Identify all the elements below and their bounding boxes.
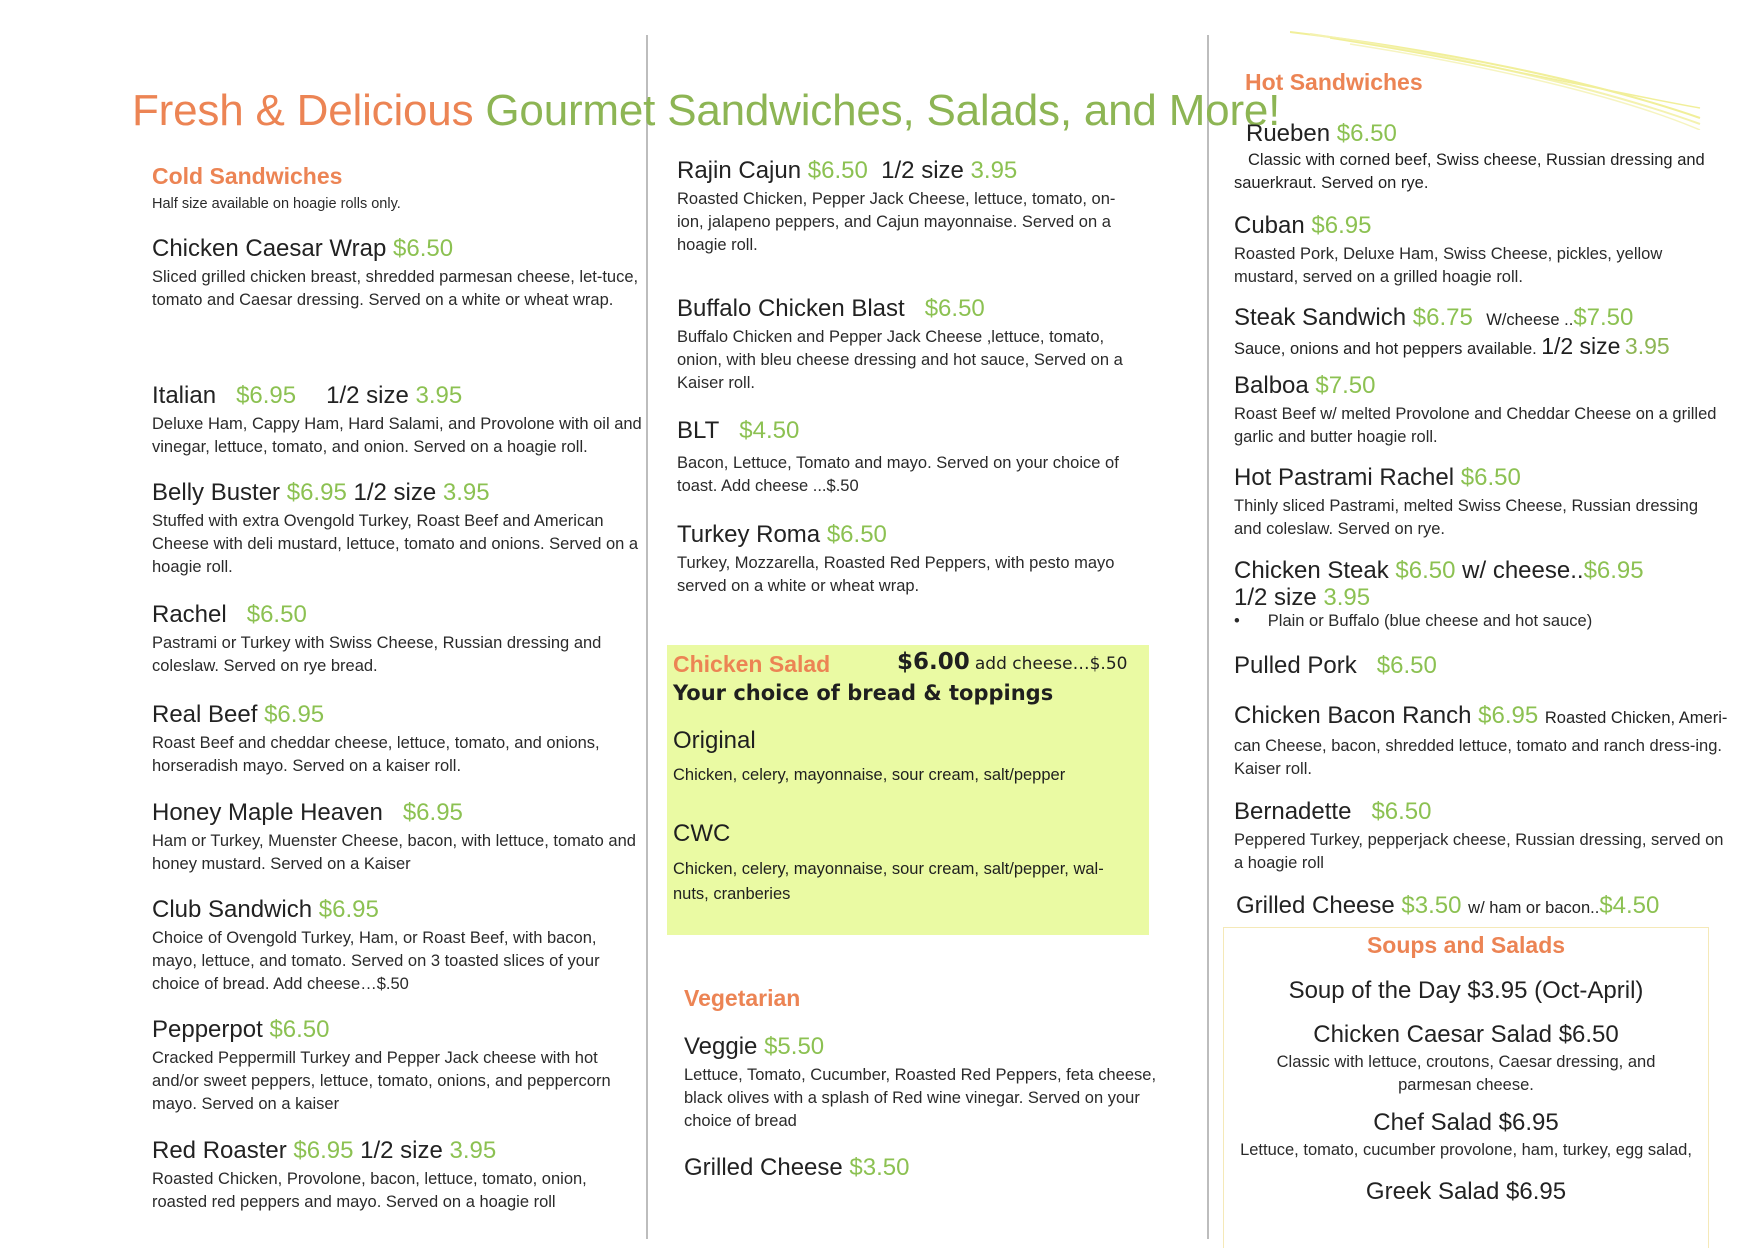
extra-option-price: $4.50 (1599, 892, 1660, 919)
menu-item (677, 520, 1137, 598)
half-size-label: 1/2 size (353, 479, 437, 506)
item-price: $6.50 (1460, 464, 1521, 491)
menu-item (684, 1153, 1174, 1183)
item-name: Italian (152, 382, 217, 409)
bullet-icon: • (1234, 612, 1240, 630)
item-name: Club Sandwich (152, 896, 313, 923)
item-price: $7.50 (1315, 372, 1376, 399)
item-price: $6.95 (264, 701, 325, 728)
item-description: Roasted Chicken, Pepper Jack Cheese, lettuce, tomato, on-ion, jalapeno peppers, and Cajun mayonnaise. Served on a hoagie roll. (677, 190, 1116, 254)
item-price: $6.95 (1311, 212, 1372, 239)
menu-item (152, 381, 642, 459)
item-name: Cuban (1234, 212, 1305, 239)
item-price: $4.50 (739, 417, 800, 444)
salad-option-description: Chicken, celery, mayonnaise, sour cream, salt/pepper (673, 766, 1066, 784)
menu-item (1234, 797, 1729, 875)
headline-part-2: Gourmet Sandwiches, Salads, and More! (485, 86, 1281, 135)
item-price: $6.50 (246, 601, 307, 628)
salad-option-name: CWC (673, 820, 731, 847)
chef-salad-description: Lettuce, tomato, cucumber provolone, ham, turkey, egg salad, (1240, 1141, 1692, 1159)
item-price: $6.50 (269, 1016, 330, 1043)
menu-item (1234, 463, 1729, 541)
salad-option-description: Chicken, celery, mayonnaise, sour cream, salt/pepper, wal-nuts, cranberies (673, 860, 1104, 903)
item-description: Sauce, onions and hot peppers available. (1234, 340, 1537, 358)
item-name: Balboa (1234, 372, 1309, 399)
menu-item (152, 234, 642, 312)
item-price: $6.75 (1412, 304, 1473, 331)
chicken-caesar-salad: Chicken Caesar Salad $6.50 (1313, 1021, 1619, 1048)
half-size-label: 1/2 size (1234, 584, 1317, 611)
soup-of-the-day: Soup of the Day $3.95 (Oct-April) (1288, 977, 1644, 1004)
menu-item (1234, 556, 1729, 631)
half-size-price: 3.95 (442, 479, 490, 506)
half-size-label: 1/2 size (360, 1137, 443, 1164)
menu-item (152, 478, 642, 579)
headline-part-1: Fresh & Delicious (132, 86, 486, 135)
soups-title: Soups and Salads (1366, 932, 1566, 958)
vegetarian-title: Vegetarian (684, 985, 801, 1011)
item-price: $6.50 (1371, 798, 1432, 825)
item-name: Rueben (1246, 120, 1331, 147)
salad-option-name: Original (673, 727, 756, 754)
menu-item (1236, 891, 1731, 923)
chicken-caesar-description: Classic with lettuce, croutons, Caesar dressing, and parmesan cheese. (1276, 1053, 1656, 1094)
item-price: $3.50 (849, 1154, 910, 1181)
item-name: Real Beef (152, 701, 258, 728)
item-price: $6.95 (236, 382, 297, 409)
item-name: Red Roaster (152, 1137, 287, 1164)
item-description: Pastrami or Turkey with Swiss Cheese, Russian dressing and coleslaw. Served on rye bread. (152, 634, 602, 675)
item-description: Plain or Buffalo (blue cheese and hot sauce) (1267, 612, 1593, 630)
item-description: Lettuce, Tomato, Cucumber, Roasted Red Peppers, feta cheese, black olives with a splash of Red wine vinegar. Served on your choice of bread (684, 1066, 1157, 1130)
greek-salad: Greek Salad $6.95 (1365, 1178, 1567, 1205)
menu-item (152, 1015, 642, 1116)
item-description: Choice of Ovengold Turkey, Ham, or Roast Beef, with bacon, mayo, lettuce, and tomato. Served on 3 toasted slices of your choice of bread. Add cheese…$.50 (152, 929, 600, 993)
half-size-label: 1/2 size (326, 382, 409, 409)
item-price: $6.50 (924, 295, 985, 322)
item-price: $6.50 (1376, 652, 1437, 679)
menu-item (1246, 119, 1731, 149)
item-description-start: Roasted Chicken, Ameri- (1544, 709, 1728, 727)
half-size-price: 3.95 (970, 157, 1018, 184)
menu-item (1234, 701, 1729, 781)
item-name: Honey Maple Heaven (152, 799, 383, 826)
item-description: Ham or Turkey, Muenster Cheese, bacon, with lettuce, tomato and honey mustard. Served on a Kaiser (152, 832, 636, 873)
cold-sandwiches-note: Half size available on hoagie rolls only. (152, 196, 401, 212)
item-description: Roasted Pork, Deluxe Ham, Swiss Cheese, pickles, yellow mustard, served on a grilled hoagie roll. (1234, 245, 1663, 286)
chicken-salad-subtitle: Your choice of bread & toppings (673, 681, 1054, 705)
chicken-salad-box (667, 645, 1149, 935)
chef-salad: Chef Salad $6.95 (1373, 1109, 1559, 1136)
item-description: Bacon, Lettuce, Tomato and mayo. Served on your choice of toast. Add cheese ...$.50 (677, 454, 1119, 495)
item-name: Steak Sandwich (1234, 304, 1407, 331)
item-name: Grilled Cheese (1236, 892, 1395, 919)
column-divider-left (646, 35, 648, 1239)
item-price: $6.50 (807, 157, 868, 184)
menu-item (1234, 211, 1729, 289)
hot-sandwiches-title: Hot Sandwiches (1245, 69, 1423, 95)
column-divider-right (1207, 35, 1209, 1239)
menu-item (152, 798, 642, 876)
menu-item (152, 895, 642, 996)
cheese-option-price: $6.95 (1583, 557, 1644, 584)
cheese-option-label: W/cheese .. (1486, 311, 1574, 329)
item-price: $3.50 (1401, 892, 1462, 919)
item-name: Rachel (152, 601, 227, 628)
cold-sandwiches-title: Cold Sandwiches (152, 163, 343, 189)
soups-and-salads-box (1223, 927, 1709, 1248)
item-name: Buffalo Chicken Blast (677, 295, 905, 322)
item-description: Peppered Turkey, pepperjack cheese, Russian dressing, served on a hoagie roll (1234, 831, 1724, 872)
menu-item (1234, 303, 1729, 360)
item-name: Veggie (684, 1033, 758, 1060)
item-name: Bernadette (1234, 798, 1352, 825)
menu-item (152, 600, 642, 678)
page-headline (132, 86, 1280, 136)
item-price: $6.95 (1478, 702, 1539, 729)
item-description: Roasted Chicken, Provolone, bacon, lettuce, tomato, onion, roasted red peppers and mayo. Served on a hoagie roll (152, 1170, 587, 1211)
item-price: $6.95 (286, 479, 347, 506)
item-name: Chicken Bacon Ranch (1234, 702, 1472, 729)
item-name: Turkey Roma (677, 521, 821, 548)
half-size-price: 3.95 (415, 382, 463, 409)
item-name: Rajin Cajun (677, 157, 802, 184)
menu-item (677, 416, 1137, 498)
cheese-option-price: $7.50 (1573, 304, 1634, 331)
chicken-salad-price: $6.00 (897, 649, 970, 675)
menu-item (1234, 371, 1729, 449)
extra-option-label: w/ ham or bacon.. (1468, 899, 1600, 917)
item-price: $5.50 (764, 1033, 825, 1060)
item-description: Stuffed with extra Ovengold Turkey, Roast Beef and American Cheese with deli mustard, lettuce, tomato and onions. Served on a hoagie roll. (152, 512, 639, 576)
item-description: Deluxe Ham, Cappy Ham, Hard Salami, and Provolone with oil and vinegar, lettuce, tomato, and onion. Served on a hoagie roll. (152, 415, 642, 456)
half-size-price: 3.95 (1624, 333, 1670, 359)
item-description: Classic with corned beef, Swiss cheese, Russian dressing and sauerkraut. Served on rye. (1234, 151, 1705, 192)
item-price: $6.95 (293, 1137, 354, 1164)
item-description: Thinly sliced Pastrami, melted Swiss Cheese, Russian dressing and coleslaw. Served on rye. (1234, 497, 1699, 538)
menu-item (684, 1032, 1174, 1133)
item-name: Pepperpot (152, 1016, 263, 1043)
cheese-option-label: w/ cheese.. (1462, 557, 1584, 584)
half-size-label: 1/2 size (881, 157, 964, 184)
item-name: Pulled Pork (1234, 652, 1357, 679)
item-price: $6.95 (402, 799, 463, 826)
menu-item (152, 1136, 642, 1214)
item-name: Grilled Cheese (684, 1154, 843, 1181)
item-price: $6.50 (1395, 557, 1456, 584)
item-name: Hot Pastrami Rachel (1234, 464, 1455, 491)
item-name: Chicken Steak (1234, 557, 1389, 584)
item-description: Buffalo Chicken and Pepper Jack Cheese ,lettuce, tomato, onion, with bleu cheese dressing and hot sauce, Served on a Kaiser roll. (677, 328, 1123, 392)
item-description: can Cheese, bacon, shredded lettuce, tomato and ranch dress-ing. Kaiser roll. (1234, 737, 1722, 778)
item-description: Cracked Peppermill Turkey and Pepper Jack cheese with hot and/or sweet peppers, lettuce, tomato, onions, and peppercorn mayo. Served on a kaiser (152, 1049, 611, 1113)
item-description: Roast Beef and cheddar cheese, lettuce, tomato, and onions, horseradish mayo. Served on a kaiser roll. (152, 734, 600, 775)
item-price: $6.50 (826, 521, 887, 548)
item-price: $6.95 (318, 896, 379, 923)
chicken-salad-title: Chicken Salad (673, 651, 831, 677)
menu-item (1234, 651, 1729, 681)
item-description: Roast Beef w/ melted Provolone and Cheddar Cheese on a grilled garlic and butter hoagie roll. (1234, 405, 1717, 446)
chicken-salad-addon: add cheese…$.50 (974, 654, 1128, 674)
menu-item (677, 294, 1137, 395)
item-description: Sliced grilled chicken breast, shredded parmesan cheese, let-tuce, tomato and Caesar dressing. Served on a white or wheat wrap. (152, 268, 639, 309)
half-size-label: 1/2 size (1541, 333, 1621, 359)
menu-item (677, 156, 1137, 257)
item-name: BLT (677, 417, 720, 444)
item-price: $6.50 (393, 235, 454, 262)
item-name: Belly Buster (152, 479, 281, 506)
item-description: Turkey, Mozzarella, Roasted Red Peppers, with pesto mayo served on a white or wheat wrap. (677, 554, 1115, 595)
menu-item (152, 700, 642, 778)
half-size-price: 3.95 (449, 1137, 497, 1164)
item-price: $6.50 (1336, 120, 1397, 147)
half-size-price: 3.95 (1323, 584, 1371, 611)
item-name: Chicken Caesar Wrap (152, 235, 387, 262)
